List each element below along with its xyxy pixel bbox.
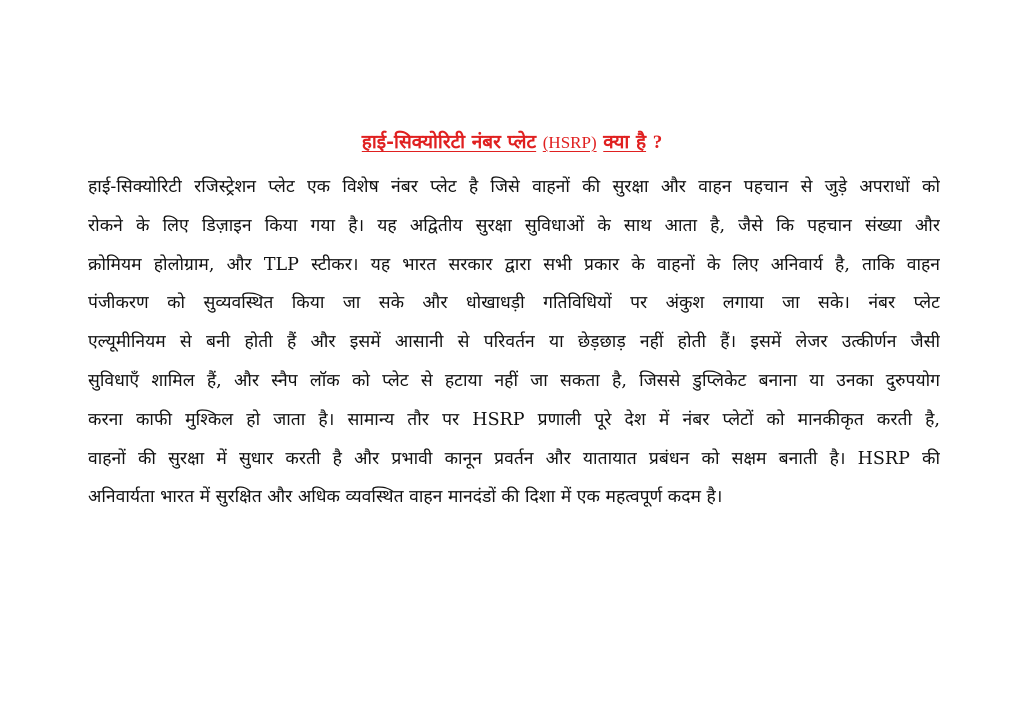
heading-abbreviation: (HSRP) xyxy=(542,133,597,152)
heading-title-part2: क्या है xyxy=(603,131,647,153)
paragraph-line-last: अनिवार्यता भारत में सुरक्षित और अधिक व्यवस्थित वाहन मानदंडों की दिशा में एक महत्वपूर्ण कदम है। xyxy=(88,487,723,508)
paragraph-line: क्रोमियम होलोग्राम, और TLP स्टीकर। यह भारत सरकार द्वारा सभी प्रकार के वाहनों के लिए अनिवार्य है, ताकि वाहन xyxy=(88,254,940,275)
body-paragraph xyxy=(88,168,940,517)
paragraph-line: रोकने के लिए डिज़ाइन किया गया है। यह अद्वितीय सुरक्षा सुविधाओं के साथ आता है, जैसे कि पहचान संख्या और xyxy=(88,215,940,236)
paragraph-line: एल्यूमीनियम से बनी होती हैं और इसमें आसानी से परिवर्तन या छेड़छाड़ नहीं होती हैं। इसमें लेजर उत्कीर्णन जैसी xyxy=(88,332,940,353)
paragraph-line: करना काफी मुश्किल हो जाता है। सामान्य तौर पर HSRP प्रणाली पूरे देश में नंबर प्लेटों को मानकीकृत करती है, xyxy=(88,409,940,430)
document-heading xyxy=(0,129,1024,156)
heading-question-mark: ? xyxy=(652,132,663,153)
paragraph-line: सुविधाएँ शामिल हैं, और स्नैप लॉक को प्लेट से हटाया नहीं जा सकता है, जिससे डुप्लिकेट बनाना या उनका दुरुपयोग xyxy=(88,370,940,391)
paragraph-line: हाई-सिक्योरिटी रजिस्ट्रेशन प्लेट एक विशेष नंबर प्लेट है जिसे वाहनों की सुरक्षा और वाहन पहचान से जुड़े अपराधों को xyxy=(88,177,940,197)
paragraph-line: वाहनों की सुरक्षा में सुधार करती है और प्रभावी कानून प्रवर्तन और यातायात प्रबंधन को सक्षम बनाती है। HSRP की xyxy=(88,448,940,469)
paragraph-line: पंजीकरण को सुव्यवस्थित किया जा सके और धोखाधड़ी गतिविधियों पर अंकुश लगाया जा सके। नंबर प्लेट xyxy=(88,293,940,314)
heading-title-part1: हाई-सिक्योरिटी नंबर प्लेट xyxy=(361,131,537,153)
